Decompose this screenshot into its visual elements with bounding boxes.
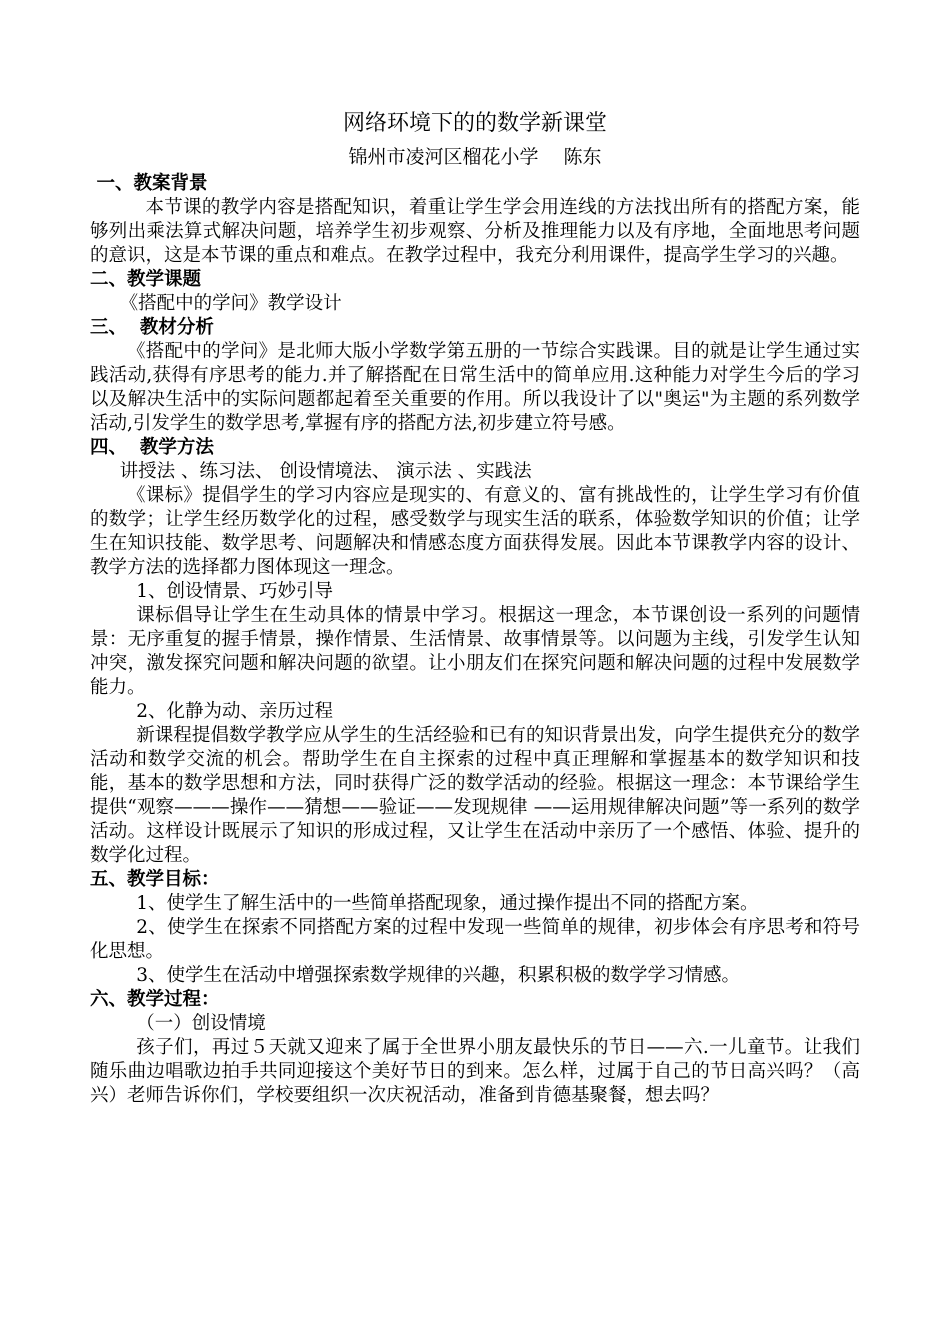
paragraph: 《课标》提倡学生的学习内容应是现实的、有意义的、富有挑战性的，让学生学习有价值的数学；让学生经历数学化的过程，感受数学与现实生活的联系，体验数学知识的价值；让学生在知识技能、数学思考、问题解决和情感态度方面获得发展。因此本节课教学内容的设计、教学方法的选择都力图体现这一理念。 xyxy=(90,485,860,578)
section-heading-process: 六、教学过程： xyxy=(90,989,220,1010)
document-page xyxy=(90,108,860,1108)
section-heading-goals: 五、教学目标： xyxy=(90,869,220,890)
author-line: 锦州市凌河区榴花小学 陈东 xyxy=(348,146,602,168)
paragraph: 《搭配中的学问》是北师大版小学数学第五册的一节综合实践课。目的就是让学生通过实践活动,获得有序思考的能力.并了解搭配在日常生活中的简单应用.这种能力对学生今后的学习以及解决生活中的实际问题都起着至关重要的作用。所以我设计了以"奥运"为主题的系列数学活动,引发学生的数学思考,掌握有序的搭配方法,初步建立符号感。 xyxy=(90,341,860,434)
section-heading-methods: 四、 教学方法 xyxy=(90,437,214,458)
section-heading-background: 一、教案背景 xyxy=(90,173,208,194)
paragraph: 《搭配中的学问》教学设计 xyxy=(119,293,342,314)
methods-list: 讲授法 、练习法、 创设情境法、 演示法 、实践法 xyxy=(119,461,532,482)
paragraph: 新课程提倡数学教学应从学生的生活经验和已有的知识背景出发，向学生提供充分的数学活动和数学交流的机会。帮助学生在自主探索的过程中真正理解和掌握基本的数学知识和技能，基本的数学思想和方法，同时获得广泛的数学活动的经验。根据这一理念：本节课给学生提供“观察———操作——猜想——验证——发现规律 ——运用规律解决问题”等一系列的数学活动。这样设计既展示了知识的形成过程，又让学生在活动中亲历了一个感悟、体验、提升的数学化过程。 xyxy=(90,725,860,866)
subheading: （一）创设情境 xyxy=(136,1013,266,1034)
goal-item: 3、使学生在活动中增强探索数学规律的兴趣，积累积极的数学学习情感。 xyxy=(136,965,741,986)
section-heading-topic: 二、教学课题 xyxy=(90,269,202,290)
section-heading-material-analysis: 三、 教材分析 xyxy=(90,317,214,338)
goal-item: 1、使学生了解生活中的一些简单搭配现象，通过操作提出不同的搭配方案。 xyxy=(136,893,759,914)
subheading: 1、创设情景、巧妙引导 xyxy=(136,581,334,602)
document-title: 网络环境下的的数学新课堂 xyxy=(342,111,607,136)
goal-item: 2、使学生在探索不同搭配方案的过程中发现一些简单的规律，初步体会有序思考和符号化思想。 xyxy=(90,917,860,962)
paragraph: 孩子们，再过５天就又迎来了属于全世界小朋友最快乐的节日——六.一儿童节。让我们随乐曲边唱歌边拍手共同迎接这个美好节日的到来。怎么样，过属于自己的节日高兴吗？（高兴）老师告诉你们，学校要组织一次庆祝活动，准备到肯德基聚餐，想去吗？ xyxy=(90,1037,860,1106)
subheading: 2、化静为动、亲历过程 xyxy=(136,701,334,722)
paragraph: 本节课的教学内容是搭配知识，着重让学生学会用连线的方法找出所有的搭配方案，能够列出乘法算式解决问题，培养学生初步观察、分析及推理能力以及有序地，全面地思考问题的意识，这是本节课的重点和难点。在教学过程中，我充分利用课件，提高学生学习的兴趣。 xyxy=(90,197,860,266)
paragraph: 课标倡导让学生在生动具体的情景中学习。根据这一理念，本节课创设一系列的问题情景：无序重复的握手情景，操作情景、生活情景、故事情景等。以问题为主线，引发学生认知冲突，激发探究问题和解决问题的欲望。让小朋友们在探究问题和解决问题的过程中发展数学能力。 xyxy=(90,605,860,698)
